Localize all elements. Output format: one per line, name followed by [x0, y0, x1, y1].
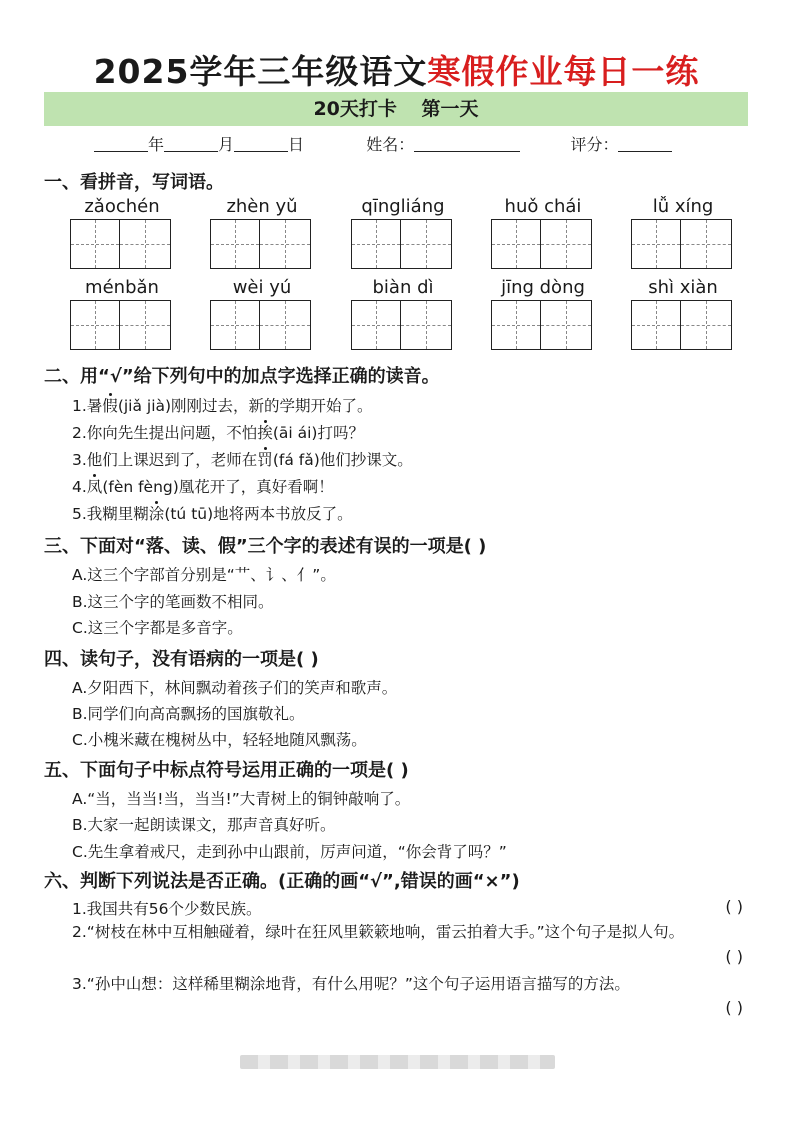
- pinyin-label: zhèn yǔ: [226, 196, 298, 217]
- month-label: 月: [218, 135, 235, 154]
- blurred-footer: [240, 1055, 555, 1069]
- pinyin-group: [70, 195, 174, 269]
- pinyin-group: [491, 195, 595, 269]
- banner-left: 20天打卡: [313, 98, 397, 120]
- section-3-heading: 三、下面对“落、读、假”三个字的表述有误的一项是( ): [44, 536, 487, 557]
- list-item: 4.凤(fèn fèng)凰花开了，真好看啊！: [72, 478, 334, 496]
- pinyin-label: ménbǎn: [85, 277, 159, 298]
- pinyin-label: qīngliáng: [361, 196, 445, 217]
- option-c: C.小槐米藏在槐树丛中，轻轻地随风飘荡。: [72, 731, 367, 749]
- pinyin-group: [210, 195, 314, 269]
- writing-box[interactable]: [70, 219, 120, 269]
- judge-item: 3.“孙中山想：这样稀里糊涂地背，有什么用呢？”这个句子运用语言描写的方法。: [72, 975, 630, 993]
- writing-box[interactable]: [351, 219, 401, 269]
- score-label: 评分：: [570, 135, 619, 154]
- section-4-heading: 四、读句子，没有语病的一项是( ): [44, 649, 319, 670]
- writing-box[interactable]: [120, 300, 171, 350]
- writing-box[interactable]: [210, 219, 260, 269]
- day-blank[interactable]: [234, 133, 288, 152]
- writing-box[interactable]: [681, 219, 732, 269]
- writing-box[interactable]: [491, 219, 541, 269]
- title-black: 2025学年三年级语文: [93, 52, 428, 91]
- writing-box[interactable]: [260, 219, 311, 269]
- day-banner: [44, 92, 748, 126]
- option-b: B.同学们向高高飘扬的国旗敬礼。: [72, 705, 305, 723]
- writing-box[interactable]: [210, 300, 260, 350]
- option-c: C.先生拿着戒尺，走到孙中山跟前，厉声问道，“你会背了吗？”: [72, 843, 507, 861]
- pinyin-label: biàn dì: [372, 277, 434, 298]
- year-label: 年: [148, 135, 165, 154]
- pinyin-group: [351, 276, 455, 350]
- writing-box[interactable]: [70, 300, 120, 350]
- banner-right: 第一天: [421, 98, 479, 120]
- list-item: 2.你向先生提出问题，不怕挨(āi ái)打吗？: [72, 424, 364, 442]
- title-red: 寒假作业每日一练: [427, 52, 700, 91]
- pinyin-group: [491, 276, 595, 350]
- writing-box[interactable]: [401, 300, 452, 350]
- writing-box[interactable]: [401, 219, 452, 269]
- section-1-heading: 一、看拼音，写词语。: [44, 172, 224, 193]
- year-blank[interactable]: [94, 133, 148, 152]
- option-a: A.“当，当当!当，当当!”大青树上的铜钟敲响了。: [72, 790, 411, 808]
- day-label: 日: [288, 135, 305, 154]
- month-blank[interactable]: [164, 133, 218, 152]
- pinyin-label: jīng dòng: [501, 277, 585, 298]
- option-b: B.这三个字的笔画数不相同。: [72, 593, 274, 611]
- option-c: C.这三个字都是多音字。: [72, 619, 243, 637]
- writing-box[interactable]: [120, 219, 171, 269]
- list-item: 3.他们上课迟到了，老师在罚(fá fǎ)他们抄课文。: [72, 451, 413, 469]
- writing-box[interactable]: [260, 300, 311, 350]
- answer-paren[interactable]: ( ): [725, 897, 743, 916]
- pinyin-group: [631, 195, 735, 269]
- section-2-heading: 二、用“√”给下列句中的加点字选择正确的读音。: [44, 366, 440, 387]
- page-title: [0, 46, 793, 93]
- option-a: A.夕阳西下，林间飘动着孩子们的笑声和歌声。: [72, 679, 398, 697]
- writing-box[interactable]: [541, 219, 592, 269]
- writing-box[interactable]: [631, 300, 681, 350]
- pinyin-group: [210, 276, 314, 350]
- pinyin-group: [351, 195, 455, 269]
- pinyin-label: zǎochén: [84, 196, 160, 217]
- section-5-heading: 五、下面句子中标点符号运用正确的一项是( ): [44, 760, 409, 781]
- option-b: B.大家一起朗读课文，那声音真好听。: [72, 816, 336, 834]
- score-blank[interactable]: [618, 133, 672, 152]
- pinyin-group: [70, 276, 174, 350]
- list-item: 1.暑假(jiǎ jià)刚刚过去，新的学期开始了。: [72, 397, 373, 415]
- pinyin-group: [631, 276, 735, 350]
- answer-paren[interactable]: ( ): [725, 998, 743, 1017]
- name-label: 姓名：: [366, 135, 415, 154]
- info-line: [94, 132, 734, 158]
- writing-box[interactable]: [491, 300, 541, 350]
- writing-box[interactable]: [351, 300, 401, 350]
- pinyin-label: lǚ xíng: [652, 196, 714, 217]
- pinyin-label: shì xiàn: [648, 277, 718, 298]
- writing-box[interactable]: [631, 219, 681, 269]
- name-blank[interactable]: [414, 133, 520, 152]
- pinyin-label: wèi yú: [232, 277, 292, 298]
- section-6-heading: 六、判断下列说法是否正确。(正确的画“√”,错误的画“×”): [44, 871, 520, 892]
- pinyin-label: huǒ chái: [504, 196, 582, 217]
- judge-item: 2.“树枝在林中互相触碰着，绿叶在狂风里簌簌地响，雷云拍着大手。”这个句子是拟人句。: [72, 923, 685, 941]
- writing-box[interactable]: [681, 300, 732, 350]
- option-a: A.这三个字部首分别是“艹、讠、亻”。: [72, 566, 336, 584]
- judge-item: 1.我国共有56个少数民族。: [72, 900, 262, 918]
- answer-paren[interactable]: ( ): [725, 947, 743, 966]
- writing-box[interactable]: [541, 300, 592, 350]
- list-item: 5.我糊里糊涂(tú tū)地将两本书放反了。: [72, 505, 353, 523]
